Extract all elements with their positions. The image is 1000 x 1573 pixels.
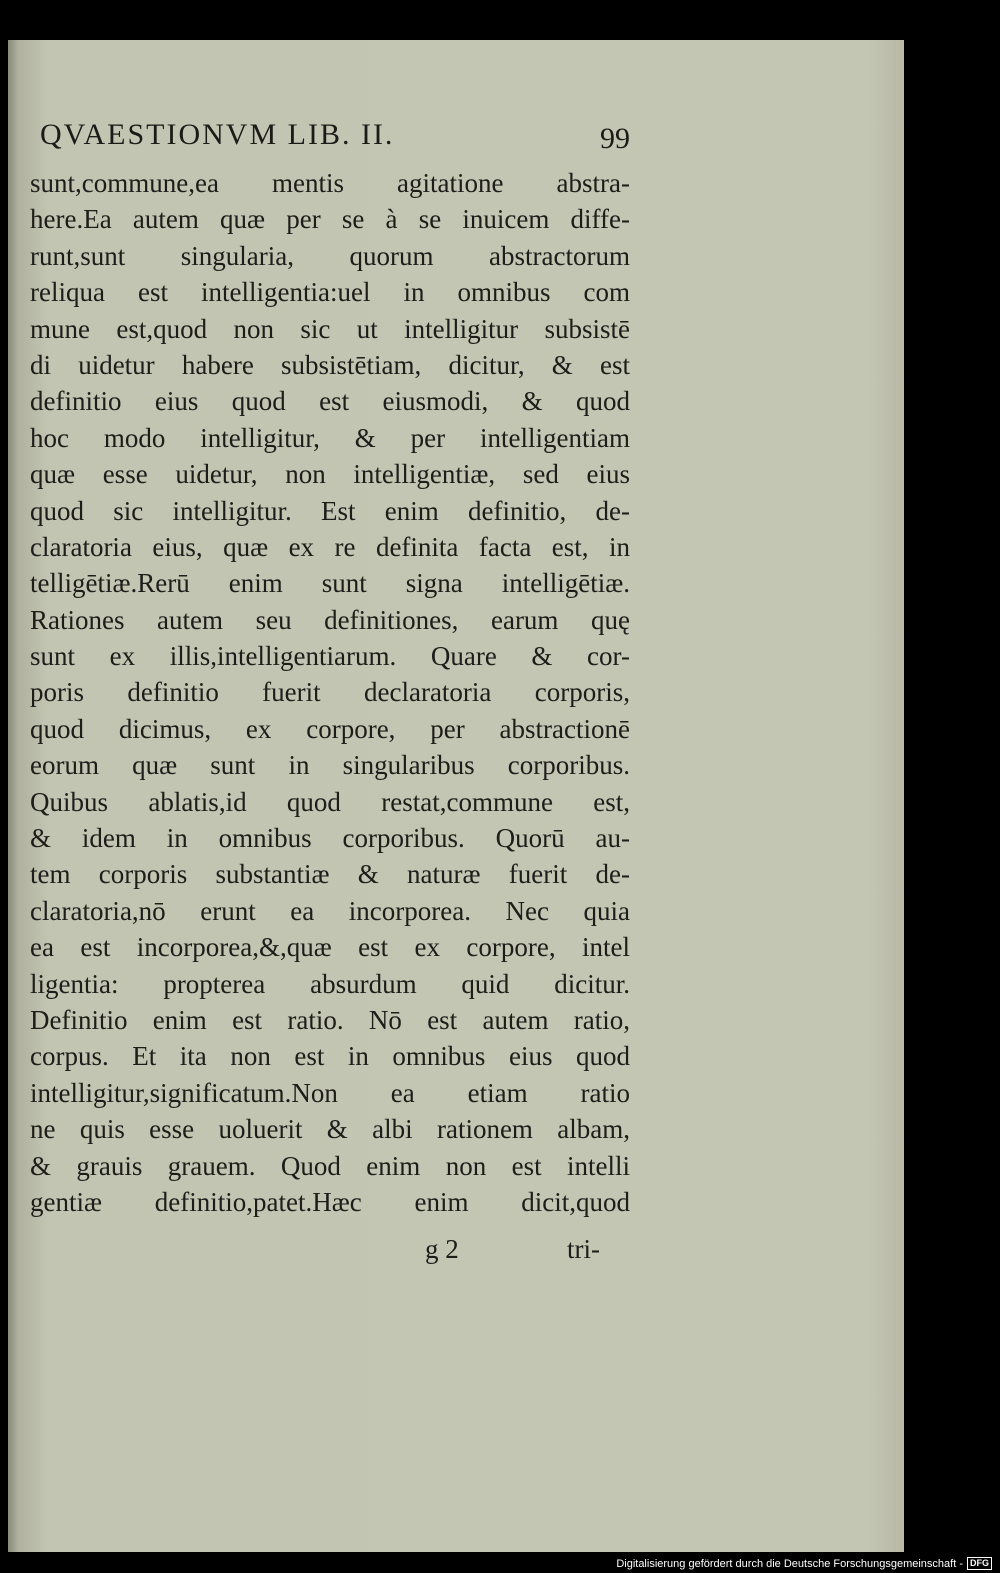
text-line: runt,sunt singularia, quorum abstractorum bbox=[30, 240, 630, 271]
text-line: ea est incorporea,&,quæ est ex corpore, intel bbox=[30, 932, 630, 963]
text-line: mune est,quod non sic ut intelligitur subsistē bbox=[30, 313, 630, 344]
dfg-logo: DFG bbox=[967, 1557, 992, 1570]
text-line: telligētiæ.Rerū enim sunt signa intelligētiæ. bbox=[30, 568, 630, 599]
text-line: eorum quæ sunt in singularibus corporibus. bbox=[30, 750, 630, 781]
catchword: tri- bbox=[567, 1234, 600, 1264]
running-head: QVAESTIONVM LIB. II. bbox=[40, 118, 395, 151]
text-line: di uidetur habere subsistētiam, dicitur, & est bbox=[30, 349, 630, 380]
text-line: quod sic intelligitur. Est enim definitio, de- bbox=[30, 495, 630, 526]
body-text bbox=[30, 165, 630, 1220]
text-line: & idem in omnibus corporibus. Quorū au- bbox=[30, 823, 630, 854]
text-line: Definitio enim est ratio. Nō est autem ratio, bbox=[30, 1004, 630, 1035]
text-line: corpus. Et ita non est in omnibus eius quod bbox=[30, 1041, 630, 1072]
text-line: definitio eius quod est eiusmodi, & quod bbox=[30, 386, 630, 417]
page-number: 99 bbox=[600, 122, 630, 155]
signature-mark: g 2 bbox=[425, 1234, 459, 1264]
text-line: sunt,commune,ea mentis agitatione abstra- bbox=[30, 168, 630, 198]
text-line: & grauis grauem. Quod enim non est intelli bbox=[30, 1150, 630, 1181]
text-line: tem corporis substantiæ & naturæ fuerit de- bbox=[30, 859, 630, 890]
text-line: ligentia: propterea absurdum quid dicitur. bbox=[30, 968, 630, 999]
page-gutter-shadow bbox=[8, 40, 18, 1552]
text-line: quod dicimus, ex corpore, per abstractionē bbox=[30, 713, 630, 744]
text-line: hoc modo intelligitur, & per intelligentiam bbox=[30, 422, 630, 453]
text-line: reliqua est intelligentia:uel in omnibus com bbox=[30, 277, 630, 308]
text-line: claratoria eius, quæ ex re definita facta est, in bbox=[30, 531, 630, 562]
text-line: Quibus ablatis,id quod restat,commune est, bbox=[30, 786, 630, 817]
page-footer bbox=[30, 1234, 630, 1274]
credit-text: Digitalisierung gefördert durch die Deutsche Forschungsgemeinschaft - bbox=[616, 1557, 963, 1570]
text-line: here.Ea autem quæ per se à se inuicem diffe- bbox=[30, 204, 630, 235]
text-line: sunt ex illis,intelligentiarum. Quare & cor- bbox=[30, 641, 630, 672]
text-line: claratoria,nō erunt ea incorporea. Nec quia bbox=[30, 895, 630, 926]
digitization-credit bbox=[604, 1554, 1000, 1573]
text-line: gentiæ definitio,patet.Hæc enim dicit,quod bbox=[30, 1186, 630, 1217]
text-line: ne quis esse uoluerit & albi rationem albam, bbox=[30, 1114, 630, 1145]
text-line: intelligitur,significatum.Non ea etiam ratio bbox=[30, 1077, 630, 1108]
text-line: Rationes autem seu definitiones, earum quę bbox=[30, 604, 630, 635]
text-line: poris definitio fuerit declaratoria corporis, bbox=[30, 677, 630, 708]
text-line: quæ esse uidetur, non intelligentiæ, sed eius bbox=[30, 459, 630, 490]
